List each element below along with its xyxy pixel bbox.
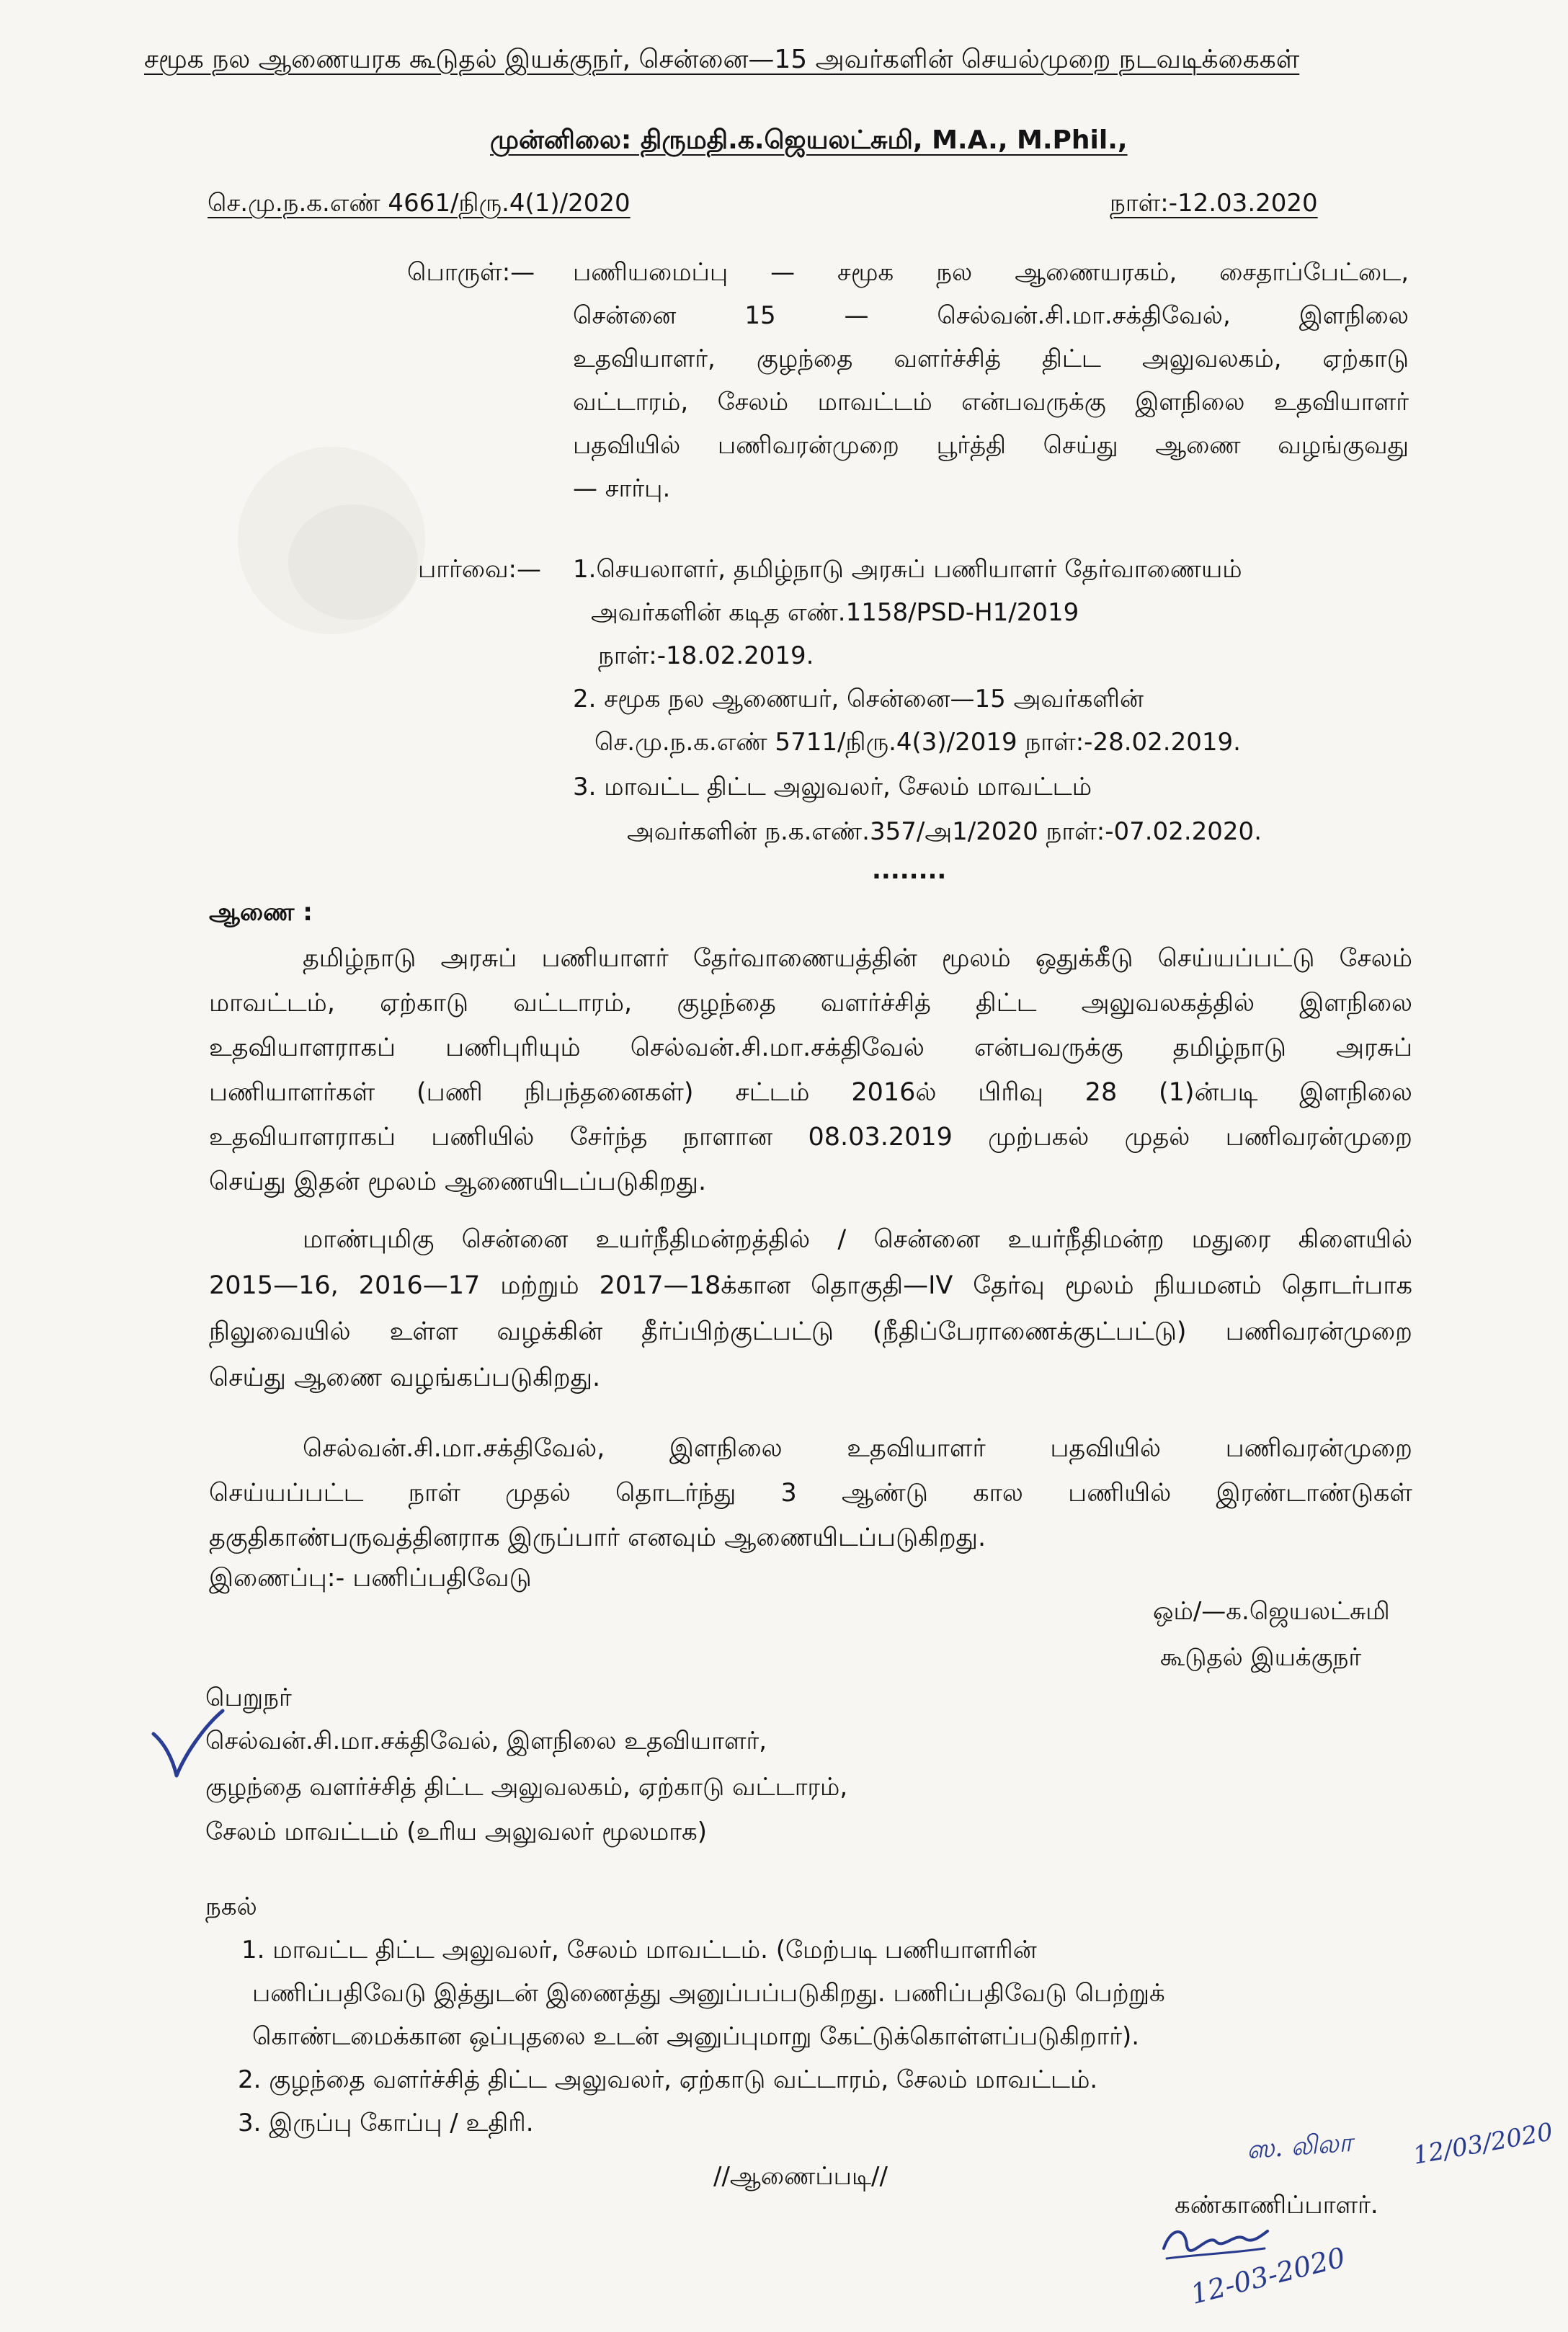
order-para2-line: 2015—16, 2016—17 மற்றும் 2017—18க்கான தொகுதி—IV தேர்வு மூலம் நியமனம் தொடர்பாக (209, 1271, 1412, 1300)
recipient-label: பெறுநர் (205, 1683, 292, 1712)
order-para2-line: நிலுவையில் உள்ள வழக்கின் தீர்ப்பிற்குட்பட்டு (நீதிப்பேராணைக்குட்பட்டு) பணிவரன்முறை (209, 1317, 1412, 1346)
order-para3-line: தகுதிகாண்பருவத்தினராக இருப்பார் எனவும் ஆணையிடப்படுகிறது. (209, 1523, 986, 1552)
order-para1-line: தமிழ்நாடு அரசுப் பணியாளர் தேர்வாணையத்தின் மூலம் ஒதுக்கீடு செய்யப்பட்டு சேலம் (303, 944, 1412, 973)
subject-label: பொருள்:— (407, 258, 535, 287)
signatory-name: ஒம்/—க.ஜெயலட்சுமி (1153, 1597, 1390, 1626)
references-label: பார்வை:— (418, 555, 541, 584)
subject-line: வட்டாரம், சேலம் மாவட்டம் என்பவருக்கு இளநிலை உதவியாளர் (573, 388, 1409, 417)
copy-line: 2. குழந்தை வளர்ச்சித் திட்ட அலுவலர், ஏற்காடு வட்டாரம், சேலம் மாவட்டம். (238, 2065, 1098, 2094)
order-para3-line: செல்வன்.சி.மா.சக்திவேல், இளநிலை உதவியாளர் பதவியில் பணிவரன்முறை (303, 1434, 1412, 1463)
recipient-line: குழந்தை வளர்ச்சித் திட்ட அலுவலகம், ஏற்காடு வட்டாரம், (205, 1773, 848, 1802)
presence-line: முன்னிலை: திருமதி.க.ஜெயலட்சுமி, M.A., M.Phil., (490, 125, 1128, 155)
order-para2-line: மாண்புமிகு சென்னை உயர்நீதிமன்றத்தில் / சென்னை உயர்நீதிமன்ற மதுரை கிளையில் (303, 1225, 1412, 1254)
subject-line: சென்னை 15 — செல்வன்.சி.மா.சக்திவேல், இளநிலை (573, 301, 1409, 330)
handwritten-initial: ஸ. லிலா (1245, 2127, 1353, 2166)
scan-stain (288, 504, 418, 620)
superintendent-label: கண்காணிப்பாளர். (1175, 2191, 1378, 2220)
reference-line: நாள்:-18.02.2019. (598, 641, 814, 670)
document-title: சமூக நல ஆணையரக கூடுதல் இயக்குநர், சென்னை—15 அவர்களின் செயல்முறை நடவடிக்கைகள் (144, 45, 1300, 74)
subject-line: — சார்பு. (573, 474, 671, 503)
subject-line: பணியமைப்பு — சமூக நல ஆணையரகம், சைதாப்பேட்டை, (573, 258, 1409, 287)
order-para1-line: உதவியாளராகப் பணியில் சேர்ந்த நாளான 08.03.2019 முற்பகல் முதல் பணிவரன்முறை (209, 1123, 1412, 1152)
separator-dots: ........ (872, 856, 947, 885)
signatory-designation: கூடுதல் இயக்குநர் (1160, 1643, 1362, 1672)
order-para1-line: செய்து இதன் மூலம் ஆணையிடப்படுகிறது. (209, 1167, 707, 1196)
order-para1-line: பணியாளர்கள் (பணி நிபந்தனைகள்) சட்டம் 2016ல் பிரிவு 28 (1)ன்படி இளநிலை (209, 1078, 1412, 1107)
order-para1-line: உதவியாளராகப் பணிபுரியும் செல்வன்.சி.மா.சக்திவேல் என்பவருக்கு தமிழ்நாடு அரசுப் (209, 1033, 1412, 1062)
by-order-line: //ஆணைப்படி// (713, 2162, 888, 2191)
copy-label: நகல் (205, 1892, 257, 1921)
reference-line: செ.மு.ந.க.எண் 5711/நிரு.4(3)/2019 நாள்:-28.02.2019. (594, 728, 1241, 757)
order-date: நாள்:-12.03.2020 (1110, 189, 1318, 218)
reference-line: அவர்களின் கடித எண்.1158/PSD-H1/2019 (591, 598, 1079, 627)
order-label: ஆணை : (209, 898, 313, 927)
copy-line: பணிப்பதிவேடு இத்துடன் இணைத்து அனுப்பப்படுகிறது. பணிப்பதிவேடு பெற்றுக் (252, 1979, 1165, 2008)
handwritten-date: 12/03/2020 (1411, 2117, 1555, 2171)
reference-line: 1.செயலாளர், தமிழ்நாடு அரசுப் பணியாளர் தேர்வாணையம் (573, 555, 1242, 584)
subject-line: உதவியாளர், குழந்தை வளர்ச்சித் திட்ட அலுவலகம், ஏற்காடு (573, 344, 1409, 373)
reference-number: செ.மு.ந.க.எண் 4661/நிரு.4(1)/2020 (208, 189, 631, 218)
reference-line: 3. மாவட்ட திட்ட அலுவலர், சேலம் மாவட்டம் (573, 773, 1092, 801)
recipient-line: சேலம் மாவட்டம் (உரிய அலுவலர் மூலமாக) (205, 1817, 708, 1846)
copy-line: கொண்டமைக்கான ஒப்புதலை உடன் அனுப்புமாறு கேட்டுக்கொள்ளப்படுகிறார்). (252, 2022, 1140, 2051)
order-para1-line: மாவட்டம், ஏற்காடு வட்டாரம், குழந்தை வளர்ச்சித் திட்ட அலுவலகத்தில் இளநிலை (209, 989, 1412, 1018)
reference-line: 2. சமூக நல ஆணையர், சென்னை—15 அவர்களின் (573, 685, 1144, 713)
order-para3-line: செய்யப்பட்ட நாள் முதல் தொடர்ந்து 3 ஆண்டு கால பணியில் இரண்டாண்டுகள் (209, 1479, 1412, 1508)
enclosure-line: இணைப்பு:- பணிப்பதிவேடு (209, 1564, 532, 1593)
copy-line: 1. மாவட்ட திட்ட அலுவலர், சேலம் மாவட்டம். (மேற்படி பணியாளரின் (241, 1936, 1037, 1964)
subject-line: பதவியில் பணிவரன்முறை பூர்த்தி செய்து ஆணை வழங்குவது (573, 431, 1409, 460)
recipient-line: செல்வன்.சி.மா.சக்திவேல், இளநிலை உதவியாளர், (205, 1727, 767, 1755)
copy-line: 3. இருப்பு கோப்பு / உதிரி. (238, 2109, 534, 2137)
reference-line: அவர்களின் ந.க.எண்.357/அ1/2020 நாள்:-07.02.2020. (627, 817, 1262, 846)
handwritten-date: 12-03-2020 (1187, 2241, 1349, 2310)
order-para2-line: செய்து ஆணை வழங்கப்படுகிறது. (209, 1363, 601, 1392)
